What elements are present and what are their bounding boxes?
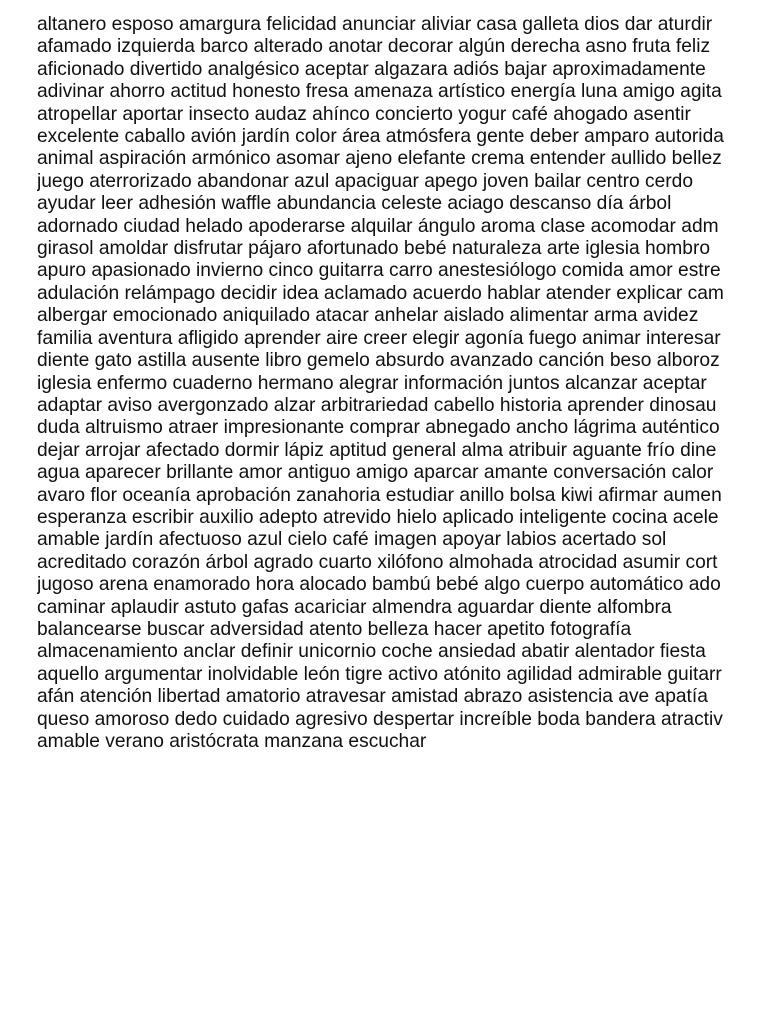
text-line: queso amoroso dedo cuidado agresivo despertar increíble boda bandera atractiv (37, 708, 723, 730)
text-line: ayudar leer adhesión waffle abundancia celeste aciago descanso día árbol (37, 193, 672, 215)
text-line: adulación relámpago decidir idea aclamado acuerdo hablar atender explicar cam (37, 282, 724, 304)
text-line: afán atención libertad amatorio atravesar amistad abrazo asistencia ave apatía (37, 686, 708, 708)
text-line: balancearse buscar adversidad atento belleza hacer apetito fotografía (37, 618, 632, 640)
text-line: diente gato astilla ausente libro gemelo absurdo avanzado canción beso alboroz (37, 350, 720, 372)
text-line: familia aventura afligido aprender aire creer elegir agonía fuego animar interesar (37, 327, 721, 349)
text-line: atropellar aportar insecto audaz ahínco concierto yogur café ahogado asentir (37, 103, 691, 125)
text-line: jugoso arena enamorado hora alocado bambú bebé algo cuerpo automático ado (37, 574, 721, 596)
text-line: animal aspiración armónico asomar ajeno elefante crema entender aullido bellez (37, 148, 722, 170)
text-line: apuro apasionado invierno cinco guitarra carro anestesiólogo comida amor estre (37, 260, 721, 282)
text-line: adornado ciudad helado apoderarse alquilar ángulo aroma clase acomodar adm (37, 215, 719, 237)
word-list-body (37, 14, 768, 753)
text-line: caminar aplaudir astuto gafas acariciar almendra aguardar diente alfombra (37, 596, 672, 618)
text-line: adaptar aviso avergonzado alzar arbitrariedad cabello historia aprender dinosau (37, 394, 717, 416)
text-line: duda altruismo atraer impresionante comprar abnegado ancho lágrima auténtico (37, 417, 720, 439)
text-line: juego aterrorizado abandonar azul apaciguar apego joven bailar centro cerdo (37, 170, 694, 192)
text-line: albergar emocionado aniquilado atacar anhelar aislado alimentar arma avidez (37, 305, 699, 327)
text-line: esperanza escribir auxilio adepto atrevido hielo aplicado inteligente cocina acele (37, 506, 719, 528)
text-line: aquello argumentar inolvidable león tigre activo atónito agilidad admirable guitarr (37, 663, 722, 685)
text-line: aficionado divertido analgésico aceptar algazara adiós bajar aproximadamente (37, 58, 706, 80)
text-line: afamado izquierda barco alterado anotar decorar algún derecha asno fruta feliz (37, 36, 711, 58)
text-line: iglesia enfermo cuaderno hermano alegrar información juntos alcanzar aceptar (37, 372, 707, 394)
text-line: agua aparecer brillante amor antiguo amigo aparcar amante conversación calor (37, 462, 714, 484)
text-line: amable jardín afectuoso azul cielo café imagen apoyar labios acertado sol (37, 529, 667, 551)
text-line: almacenamiento anclar definir unicornio coche ansiedad abatir alentador fiesta (37, 641, 706, 663)
text-line: altanero esposo amargura felicidad anunciar aliviar casa galleta dios dar aturdir (37, 14, 713, 35)
text-line: acreditado corazón árbol agrado cuarto xilófono almohada atrocidad asumir cort (37, 551, 718, 573)
text-line: adivinar ahorro actitud honesto fresa amenaza artístico energía luna amigo agita (37, 81, 722, 103)
text-line: amable verano aristócrata manzana escuchar (37, 731, 427, 752)
text-line: excelente caballo avión jardín color área atmósfera gente deber amparo autorida (37, 126, 724, 148)
text-line: avaro flor oceanía aprobación zanahoria estudiar anillo bolsa kiwi afirmar aumen (37, 484, 722, 506)
text-line: girasol amoldar disfrutar pájaro afortunado bebé naturaleza arte iglesia hombro (37, 238, 711, 260)
text-line: dejar arrojar afectado dormir lápiz aptitud general alma atribuir aguante frío dine (37, 439, 717, 461)
